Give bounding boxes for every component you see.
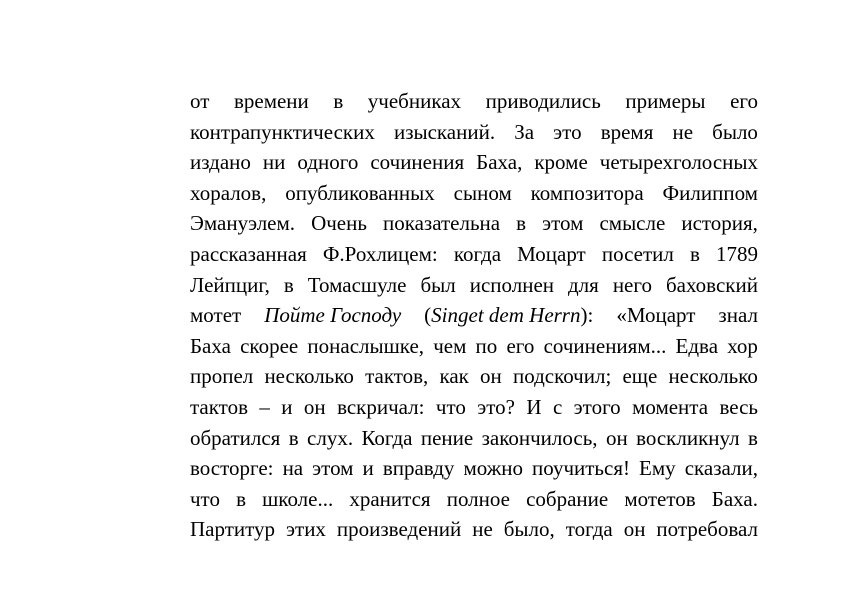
word: что (190, 486, 220, 511)
word: знал (718, 303, 758, 328)
word: 1789 (716, 241, 758, 266)
word: Томасшуле (307, 272, 407, 297)
word: сочинения (370, 150, 465, 175)
word: был (420, 272, 456, 297)
word: Едва (675, 333, 719, 358)
text-line (190, 86, 758, 117)
word: мотетов (624, 486, 696, 511)
word: в (747, 425, 758, 450)
text-line (190, 208, 758, 239)
word: скорее (240, 333, 299, 358)
word: поучиться! (532, 456, 630, 481)
word: хранится (349, 486, 431, 511)
text-line (190, 117, 758, 148)
word: исполнен (469, 272, 555, 297)
word: в (283, 272, 294, 297)
word: смысле (599, 211, 666, 236)
word: «Моцарт (616, 303, 696, 328)
word: и (362, 456, 374, 481)
word: этом (312, 456, 354, 481)
word: его (506, 333, 535, 358)
word: несколько (668, 364, 758, 389)
text-line (190, 484, 758, 515)
word: подскочил; (512, 364, 612, 389)
word: Партитур (190, 517, 276, 542)
word: закончилось, (481, 425, 598, 450)
word: мотет (190, 303, 242, 328)
word: тактов (190, 394, 248, 419)
word: изысканий. (393, 119, 496, 144)
word: одного (297, 150, 359, 175)
word: он (623, 517, 646, 542)
word: тогда (565, 517, 613, 542)
word: в (288, 425, 299, 450)
word: воскликнул (636, 425, 740, 450)
word: учебниках (367, 89, 462, 113)
italic-title-ru: Пойте Господу (264, 303, 402, 328)
word: опубликованных (285, 180, 435, 205)
word: слух. (307, 425, 354, 450)
word: примеры (625, 89, 706, 113)
word: За (514, 119, 535, 144)
word: история, (681, 211, 758, 236)
word: рассказанная (190, 241, 307, 266)
word: Баха. (711, 486, 758, 511)
word: Очень (311, 211, 367, 236)
word: тактов, (365, 364, 429, 389)
word: еще (622, 364, 658, 389)
word: этого (573, 394, 621, 419)
word: весь (719, 394, 758, 419)
word: он (303, 394, 326, 419)
word: для (568, 272, 599, 297)
word: понаслышке, (307, 333, 425, 358)
text-line (190, 147, 758, 178)
word: Филиппом (662, 180, 758, 205)
word: в (333, 89, 344, 113)
text-line (190, 270, 758, 301)
word: него (612, 272, 652, 297)
text-line (190, 361, 758, 392)
word: вскричал: (337, 394, 425, 419)
word: не (672, 119, 694, 144)
body-text (190, 86, 758, 545)
word: полное (446, 486, 510, 511)
word: от (190, 89, 210, 113)
word: в (516, 211, 527, 236)
word: Когда (361, 425, 413, 450)
word: можно (463, 456, 523, 481)
word: школе... (262, 486, 334, 511)
text-line (190, 453, 758, 484)
word: когда (453, 241, 502, 266)
parenthetical-title: (Singet dem Herrn): (424, 303, 594, 328)
word: чем (433, 333, 467, 358)
word: ни (262, 150, 286, 175)
word: произведений (336, 517, 462, 542)
word: по (475, 333, 498, 358)
word: и (281, 394, 293, 419)
word: Баха (190, 333, 231, 358)
word: несколько (264, 364, 354, 389)
word: момента (632, 394, 709, 419)
word: потребовал (656, 517, 758, 542)
word: хор (727, 333, 758, 358)
word: обратился (190, 425, 281, 450)
word: на (282, 456, 304, 481)
text-line (190, 300, 758, 331)
word: пение (420, 425, 474, 450)
word: Ему (639, 456, 676, 481)
word: времени (233, 89, 309, 113)
word: – (259, 394, 270, 419)
word: Моцарт (517, 241, 586, 266)
word: не (472, 517, 493, 542)
word: контрапунктических (190, 119, 375, 144)
word: восторге: (190, 456, 274, 481)
word: время (600, 119, 654, 144)
italic-title-de: Singet dem Herrn (431, 303, 581, 328)
word: посетил (601, 241, 674, 266)
word: приводились (485, 89, 601, 113)
word: это (553, 119, 582, 144)
word: этих (286, 517, 326, 542)
word: хоралов, (190, 180, 267, 205)
word: этом (542, 211, 584, 236)
word: что (435, 394, 466, 419)
word: было (712, 119, 758, 144)
word: вправду (382, 456, 455, 481)
word: сочинениям... (543, 333, 667, 358)
word: Баха, (476, 150, 523, 175)
word: пропел (190, 364, 254, 389)
word: Эмануэлем. (190, 211, 296, 236)
word: И (526, 394, 542, 419)
word: он (480, 364, 502, 389)
word: четырехголосных (599, 150, 758, 175)
word: с (552, 394, 563, 419)
word: Лейпциг, (190, 272, 270, 297)
word: он (605, 425, 628, 450)
word: это? (477, 394, 515, 419)
word: было, (503, 517, 555, 542)
text-line (190, 423, 758, 454)
text-line (190, 392, 758, 423)
word: баховский (665, 272, 758, 297)
word: в (236, 486, 247, 511)
word: сказали, (684, 456, 758, 481)
word: композитора (530, 180, 644, 205)
word: кроме (534, 150, 588, 175)
word: собрание (526, 486, 609, 511)
word: издано (190, 150, 251, 175)
text-line (190, 239, 758, 270)
text-line (190, 514, 758, 545)
word: его (730, 89, 758, 113)
word: в (689, 241, 700, 266)
text-line (190, 178, 758, 209)
text-line (190, 331, 758, 362)
word: показательна (382, 211, 501, 236)
word: как (439, 364, 469, 389)
word: Ф.Рохлицем: (322, 241, 438, 266)
word: сыном (453, 180, 512, 205)
